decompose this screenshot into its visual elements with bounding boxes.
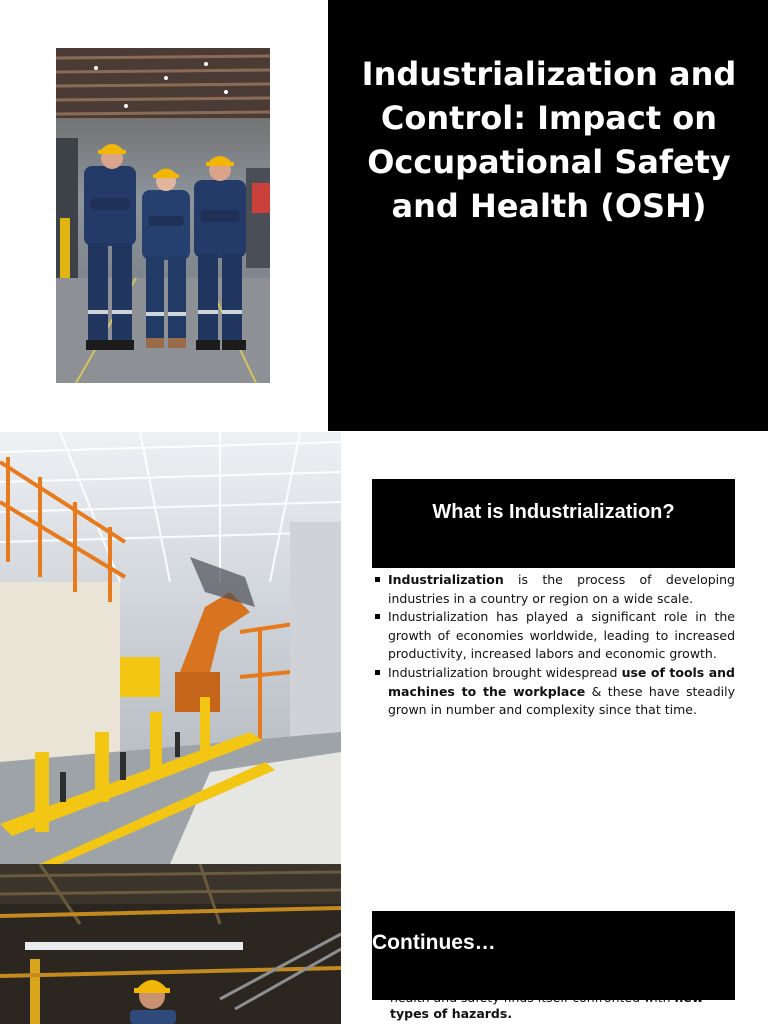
continues-heading: Continues… bbox=[372, 931, 496, 954]
heading-box bbox=[372, 479, 735, 568]
section-heading: What is Industrialization? bbox=[432, 501, 675, 523]
bullet-list bbox=[372, 571, 735, 720]
bullet-item bbox=[372, 571, 735, 608]
slide-title: Industrialization and Control: Impact on Occupational Safety and Health (OSH) bbox=[361, 55, 737, 225]
continues-heading-box bbox=[372, 911, 735, 1000]
bullet-text: is the process of developing industries in a country or region on a wide scale. bbox=[388, 572, 735, 606]
factory-workers-photo bbox=[56, 48, 270, 383]
robotic-assembly-line-photo bbox=[0, 432, 341, 864]
bullet-item bbox=[372, 664, 735, 720]
bullet-item bbox=[372, 608, 735, 664]
worker-in-hard-hat-photo bbox=[0, 864, 341, 1024]
title-panel bbox=[328, 0, 768, 431]
body-text-bold: types of hazards. bbox=[390, 1006, 513, 1021]
bullet-text: Industrialization has played a significant role in the growth of economies worldwide, leading to increased productivity, increased labors and economic growth. bbox=[388, 609, 735, 662]
bullet-text: & these have steadily grown in number and complexity since that time. bbox=[388, 683, 735, 718]
bullet-text-bold: use of tools and machines to the workplace bbox=[388, 664, 736, 699]
bullet-text: Industrialization brought widespread bbox=[388, 664, 622, 680]
bullet-text-bold: Industrialization bbox=[388, 572, 504, 587]
